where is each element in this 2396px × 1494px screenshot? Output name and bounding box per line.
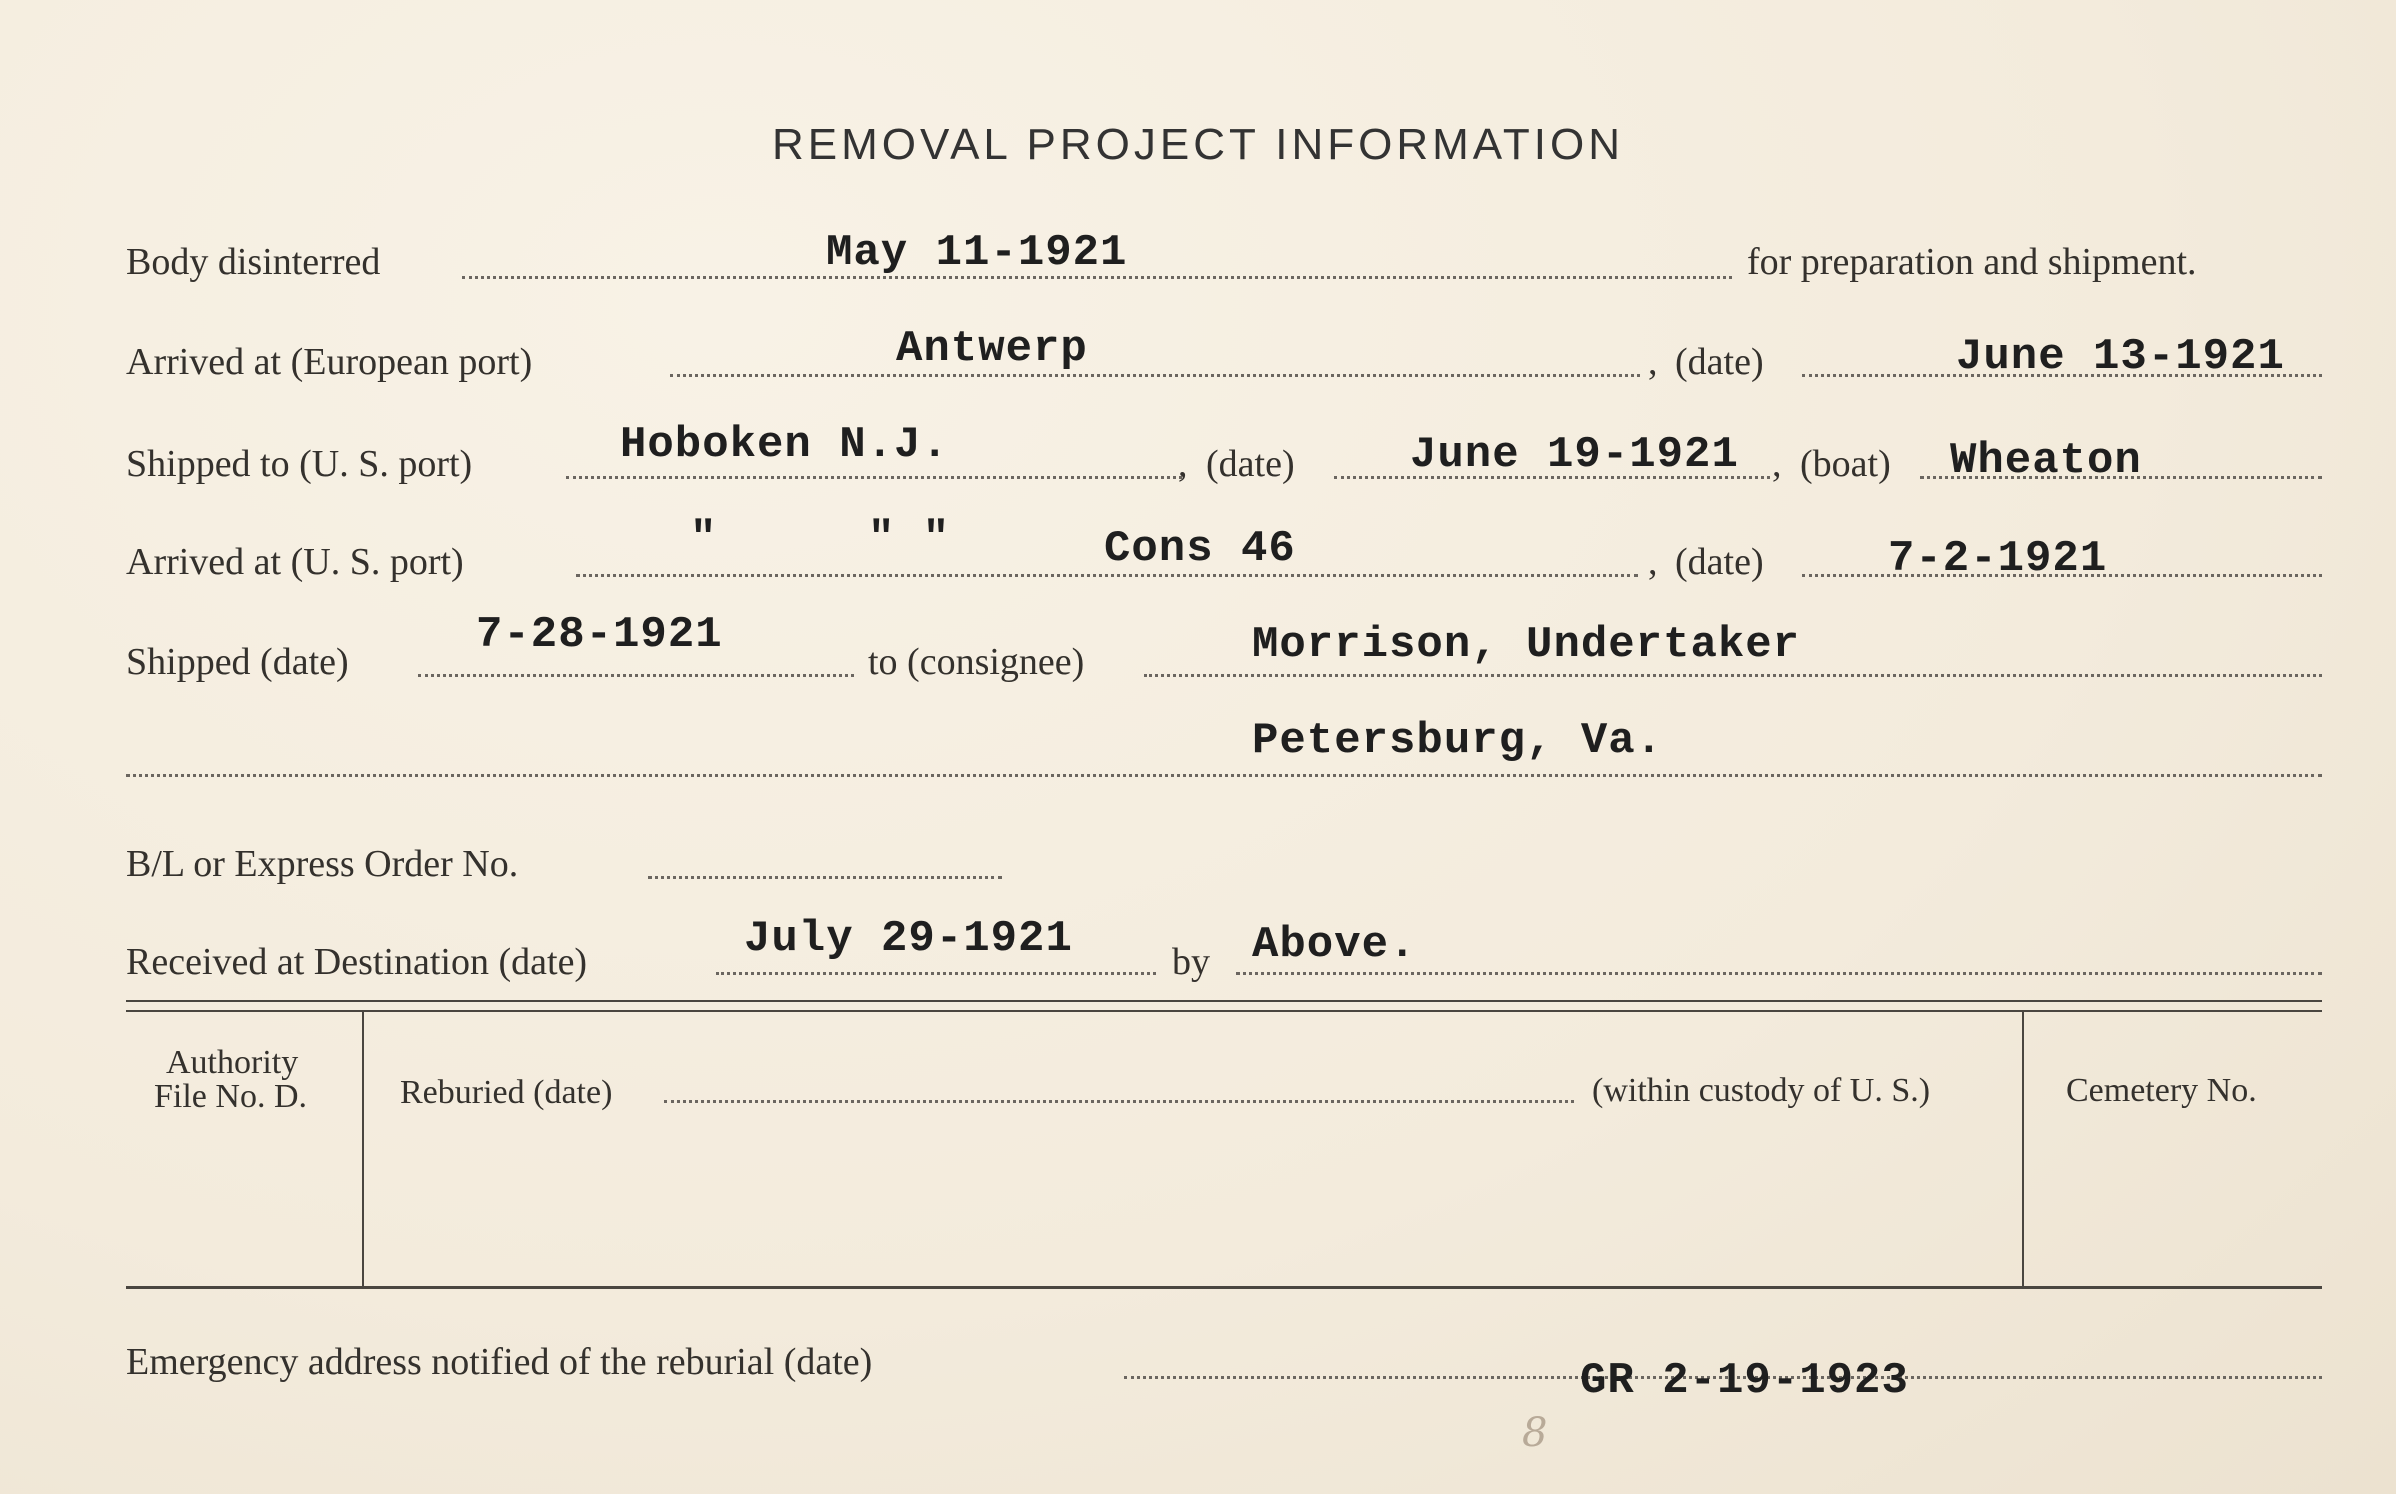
line-received-by — [1236, 972, 2322, 975]
value-disinterred: May 11-1921 — [826, 228, 1128, 278]
label-reburied: Reburied (date) — [400, 1074, 613, 1111]
label-emergency: Emergency address notified of the reburial (date) — [126, 1341, 873, 1383]
value-boat: Wheaton — [1950, 436, 2142, 486]
label-date-arr: (date) — [1675, 541, 1764, 583]
label-to-consignee: to (consignee) — [868, 641, 1085, 683]
value-european-port: Antwerp — [896, 324, 1088, 374]
line-shipped-date — [418, 674, 854, 677]
label-shipped-to: Shipped to (U. S. port) — [126, 443, 473, 485]
line-received-date — [716, 972, 1156, 975]
rule-top-2 — [126, 1010, 2322, 1012]
comma: , — [1178, 443, 1188, 485]
value-eu-date: June 13-1921 — [1956, 332, 2285, 382]
label-boat: (boat) — [1800, 443, 1891, 485]
rule-bottom — [126, 1286, 2322, 1289]
rule-top-1 — [126, 1000, 2322, 1002]
card-title: REMOVAL PROJECT INFORMATION — [772, 120, 1624, 169]
line-arrived-us — [576, 574, 1638, 577]
value-shipped-date: 7-28-1921 — [476, 610, 723, 660]
value-received-date: July 29-1921 — [744, 914, 1073, 964]
value-ditto-1: " — [690, 514, 718, 564]
line-reburied — [664, 1100, 1574, 1103]
line-bl-order — [648, 876, 1002, 879]
comma: , — [1648, 541, 1658, 583]
value-ditto-2: " " — [868, 514, 951, 564]
comma: , — [1772, 443, 1782, 485]
label-bl-order: B/L or Express Order No. — [126, 843, 519, 885]
vrule-left — [362, 1012, 364, 1286]
label-cemetery-no: Cemetery No. — [2066, 1072, 2257, 1109]
label-shipped-date: Shipped (date) — [126, 641, 349, 683]
label-received: Received at Destination (date) — [126, 941, 588, 983]
line-european-port — [670, 374, 1640, 377]
line-consignee — [1144, 674, 2322, 677]
label-date-eu: (date) — [1675, 341, 1764, 383]
value-emergency-date: GR 2-19-1923 — [1580, 1356, 1909, 1406]
pencil-mark: 8 — [1522, 1410, 1548, 1456]
value-ship-date: June 19-1921 — [1410, 430, 1739, 480]
vrule-right — [2022, 1012, 2024, 1286]
value-received-by: Above. — [1252, 920, 1417, 970]
label-body-disinterred: Body disinterred — [126, 241, 381, 283]
label-arrived-us: Arrived at (U. S. port) — [126, 541, 464, 583]
value-us-port: Hoboken N.J. — [620, 420, 949, 470]
label-file-no: File No. D. — [154, 1078, 307, 1115]
value-arrived-date: 7-2-1921 — [1888, 534, 2108, 584]
label-date-ship: (date) — [1206, 443, 1295, 485]
label-for-preparation: for preparation and shipment. — [1747, 241, 2197, 283]
label-authority: Authority — [166, 1044, 299, 1081]
label-arrived-european: Arrived at (European port) — [126, 341, 533, 383]
label-custody: (within custody of U. S.) — [1592, 1072, 1931, 1109]
value-arrived-port: Cons 46 — [1104, 524, 1296, 574]
line-consignee-2 — [126, 774, 2322, 777]
value-consignee-1: Morrison, Undertaker — [1252, 620, 1801, 670]
label-by: by — [1172, 941, 1210, 983]
comma: , — [1648, 341, 1658, 383]
value-consignee-2: Petersburg, Va. — [1252, 716, 1664, 766]
line-us-port — [566, 476, 1182, 479]
